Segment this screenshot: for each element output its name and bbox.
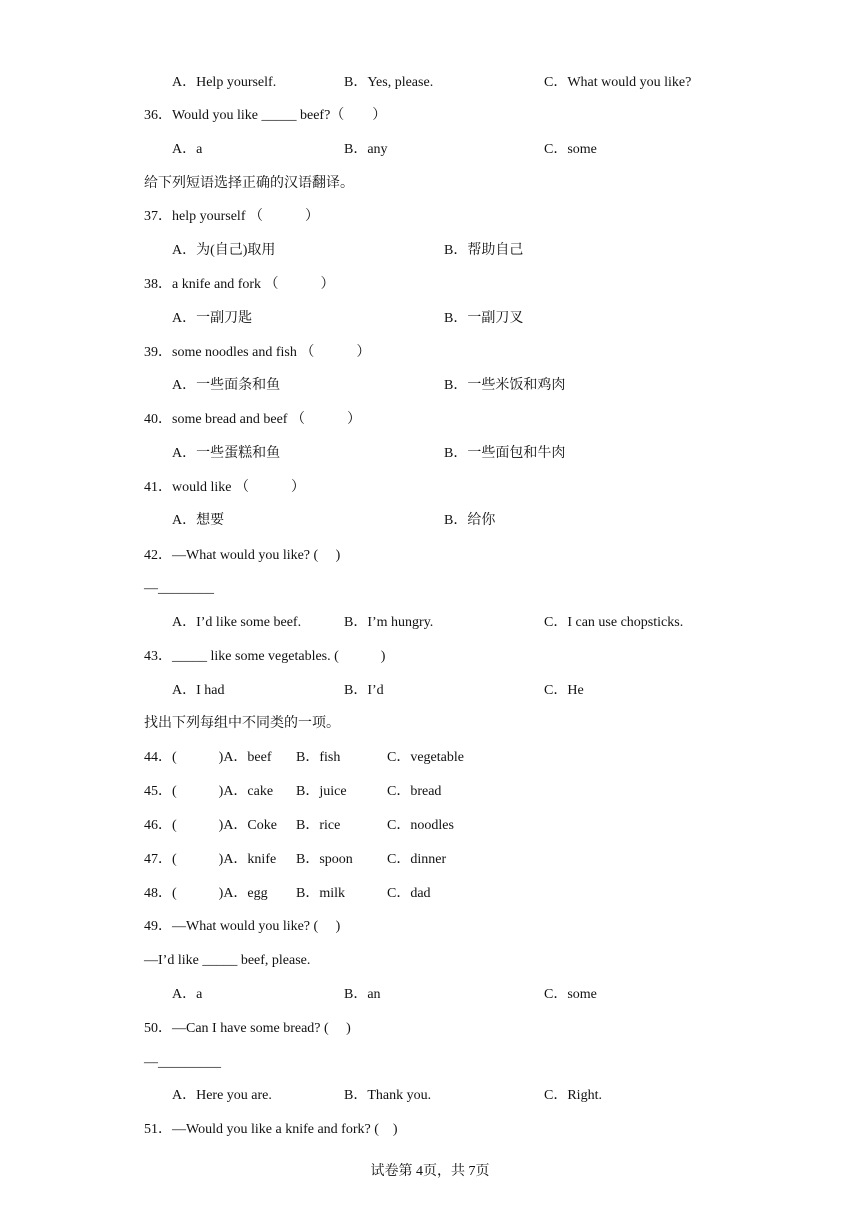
question-line: 37．help yourself （ ） <box>144 209 319 224</box>
question-line: 39．some noodles and fish （ ） <box>144 345 371 360</box>
answer-option: B．一副刀叉 <box>444 311 524 326</box>
answer-option: A．为(自己)取用 <box>172 243 276 258</box>
answer-option: B．juice <box>296 784 347 799</box>
answer-option: B．spoon <box>296 852 353 867</box>
answer-option: C．I can use chopsticks. <box>544 615 684 630</box>
question-line: 48．( )A．egg <box>144 886 268 901</box>
question-line: 找出下列每组中不同类的一项。 <box>144 716 340 731</box>
question-line: 46．( )A．Coke <box>144 818 277 833</box>
question-line: 45．( )A．cake <box>144 784 274 799</box>
answer-option: C．noodles <box>387 818 454 833</box>
answer-option: C．some <box>544 142 597 157</box>
question-line: 49．—What would you like? ( ) <box>144 919 341 934</box>
answer-option: A．一些蛋糕和鱼 <box>172 446 281 461</box>
question-line: —_________ <box>144 1055 221 1070</box>
answer-option: B．帮助自己 <box>444 243 524 258</box>
answer-option: A．Help yourself. <box>172 75 277 90</box>
answer-option: C．dinner <box>387 852 447 867</box>
answer-option: A．一副刀匙 <box>172 311 253 326</box>
answer-option: B．an <box>344 987 381 1002</box>
question-line: 43．_____ like some vegetables. ( ) <box>144 649 386 664</box>
answer-option: B．一些米饭和鸡肉 <box>444 378 566 393</box>
question-line: —________ <box>144 581 214 596</box>
question-line: 41．would like （ ） <box>144 480 305 495</box>
answer-option: C．vegetable <box>387 750 464 765</box>
answer-option: B．给你 <box>444 513 496 528</box>
answer-option: A．想要 <box>172 513 225 528</box>
question-line: —I’d like _____ beef, please. <box>144 953 311 968</box>
answer-option: B．fish <box>296 750 341 765</box>
question-line: 40．some bread and beef （ ） <box>144 412 361 427</box>
answer-option: B．milk <box>296 886 346 901</box>
answer-option: B．any <box>344 142 388 157</box>
question-line: 44．( )A．beef <box>144 750 272 765</box>
answer-option: A．a <box>172 987 203 1002</box>
answer-option: C．dad <box>387 886 431 901</box>
question-line: 47．( )A．knife <box>144 852 277 867</box>
answer-option: C．bread <box>387 784 442 799</box>
page-footer: 试卷第 4页，共 7页 <box>370 1164 490 1179</box>
question-line: 51．—Would you like a knife and fork? ( ) <box>144 1122 398 1137</box>
question-line: 给下列短语选择正确的汉语翻译。 <box>144 176 354 191</box>
answer-option: A．一些面条和鱼 <box>172 378 281 393</box>
answer-option: C．He <box>544 683 584 698</box>
question-line: 50．—Can I have some bread? ( ) <box>144 1021 351 1036</box>
answer-option: B．I’m hungry. <box>344 615 434 630</box>
question-line: 36．Would you like _____ beef?（ ） <box>144 108 387 123</box>
answer-option: A．I had <box>172 683 225 698</box>
question-line: 38．a knife and fork （ ） <box>144 277 335 292</box>
answer-option: B．Yes, please. <box>344 75 434 90</box>
question-line: 42．—What would you like? ( ) <box>144 548 341 563</box>
answer-option: C．Right. <box>544 1088 602 1103</box>
answer-option: C．some <box>544 987 597 1002</box>
answer-option: C．What would you like? <box>544 75 692 90</box>
answer-option: A．I’d like some beef. <box>172 615 302 630</box>
answer-option: A．a <box>172 142 203 157</box>
answer-option: B．rice <box>296 818 341 833</box>
answer-option: B．I’d <box>344 683 384 698</box>
answer-option: B．Thank you. <box>344 1088 432 1103</box>
answer-option: B．一些面包和牛肉 <box>444 446 566 461</box>
answer-option: A．Here you are. <box>172 1088 272 1103</box>
